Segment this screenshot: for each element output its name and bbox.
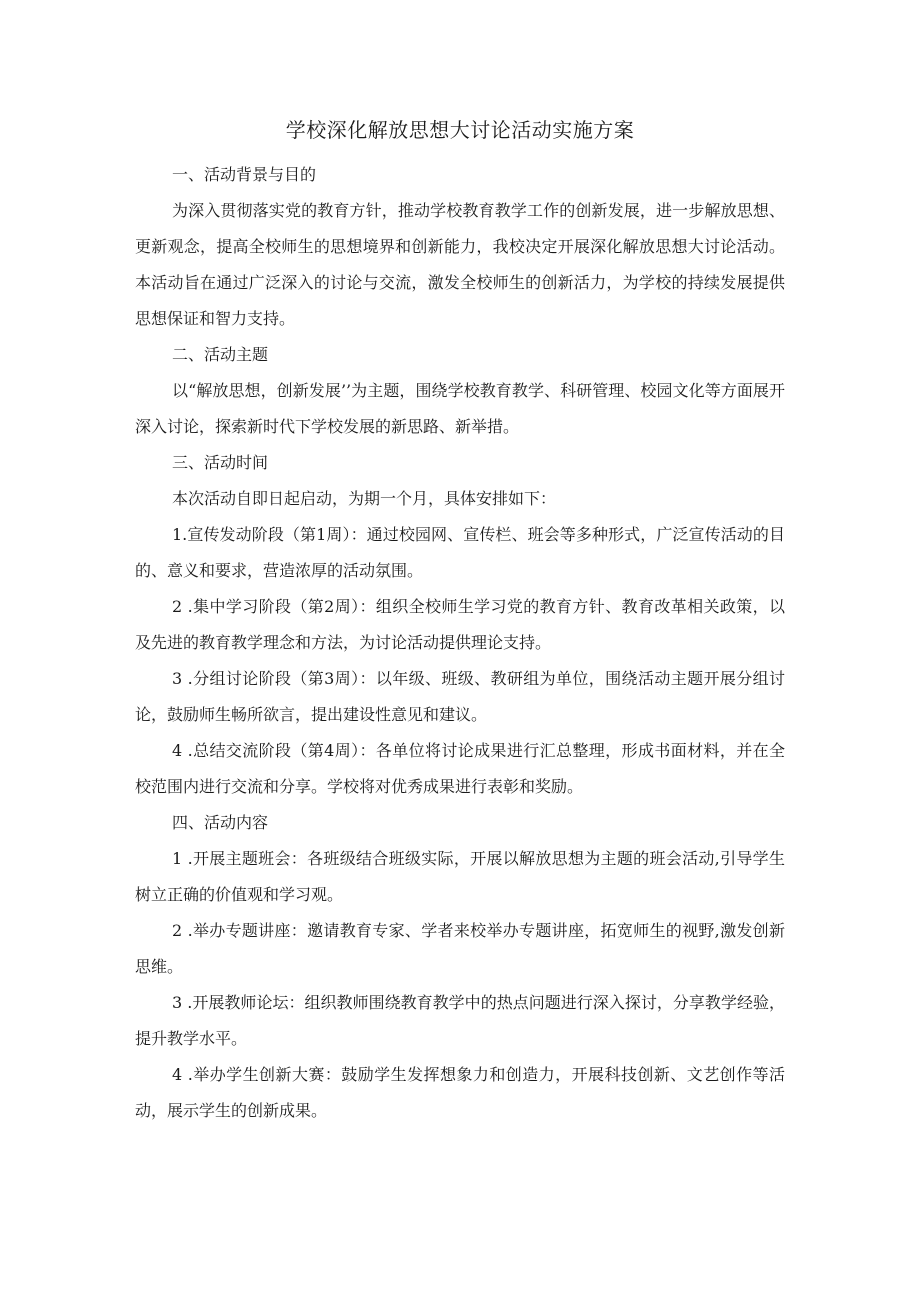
list-item: 4 .举办学生创新大赛：鼓励学生发挥想象力和创造力，开展科技创新、文艺创作等活动，展示学生的创新成果。 [135,1065,785,1120]
list-item: 1 .开展主题班会：各班级结合班级实际，开展以解放思想为主题的班会活动,引导学生树立正确的价值观和学习观。 [135,849,785,904]
list-item: 3 .分组讨论阶段（第3周）：以年级、班级、教研组为单位，围绕活动主题开展分组讨论，鼓励师生畅所欲言，提出建设性意见和建议。 [135,669,785,724]
section-heading-background: 一、活动背景与目的 [172,165,317,184]
document-title: 学校深化解放思想大讨论活动实施方案 [285,118,635,142]
section-heading-content: 四、活动内容 [172,813,269,832]
section-heading-time: 三、活动时间 [172,453,269,472]
section-heading-theme: 二、活动主题 [172,345,269,364]
section-paragraph: 为深入贯彻落实党的教育方针，推动学校教育教学工作的创新发展，进一步解放思想、更新观念，提高全校师生的思想境界和创新能力，我校决定开展深化解放思想大讨论活动。本活动旨在通过广泛深入的讨论与交流，激发全校师生的创新活力，为学校的持续发展提供思想保证和智力支持。 [135,201,785,328]
list-item: 3 .开展教师论坛：组织教师围绕教育教学中的热点问题进行深入探讨，分享教学经验，提升教学水平。 [135,993,785,1048]
list-item: 4 .总结交流阶段（第4周）：各单位将讨论成果进行汇总整理，形成书面材料，并在全校范围内进行交流和分享。学校将对优秀成果进行表彰和奖励。 [135,741,785,796]
list-item: 1.宣传发动阶段（第1周）：通过校园网、宣传栏、班会等多种形式，广泛宣传活动的目的、意义和要求，营造浓厚的活动氛围。 [135,525,785,580]
list-item: 2 .举办专题讲座：邀请教育专家、学者来校举办专题讲座，拓宽师生的视野,激发创新思维。 [135,921,785,976]
list-item: 2 .集中学习阶段（第2周）：组织全校师生学习党的教育方针、教育改革相关政策，以及先进的教育教学理念和方法，为讨论活动提供理论支持。 [135,597,785,652]
section-paragraph: 本次活动自即日起启动，为期一个月，具体安排如下： [172,489,557,508]
section-paragraph: 以“解放思想，创新发展’’为主题，围绕学校教育教学、科研管理、校园文化等方面展开深入讨论，探索新时代下学校发展的新思路、新举措。 [135,381,785,436]
